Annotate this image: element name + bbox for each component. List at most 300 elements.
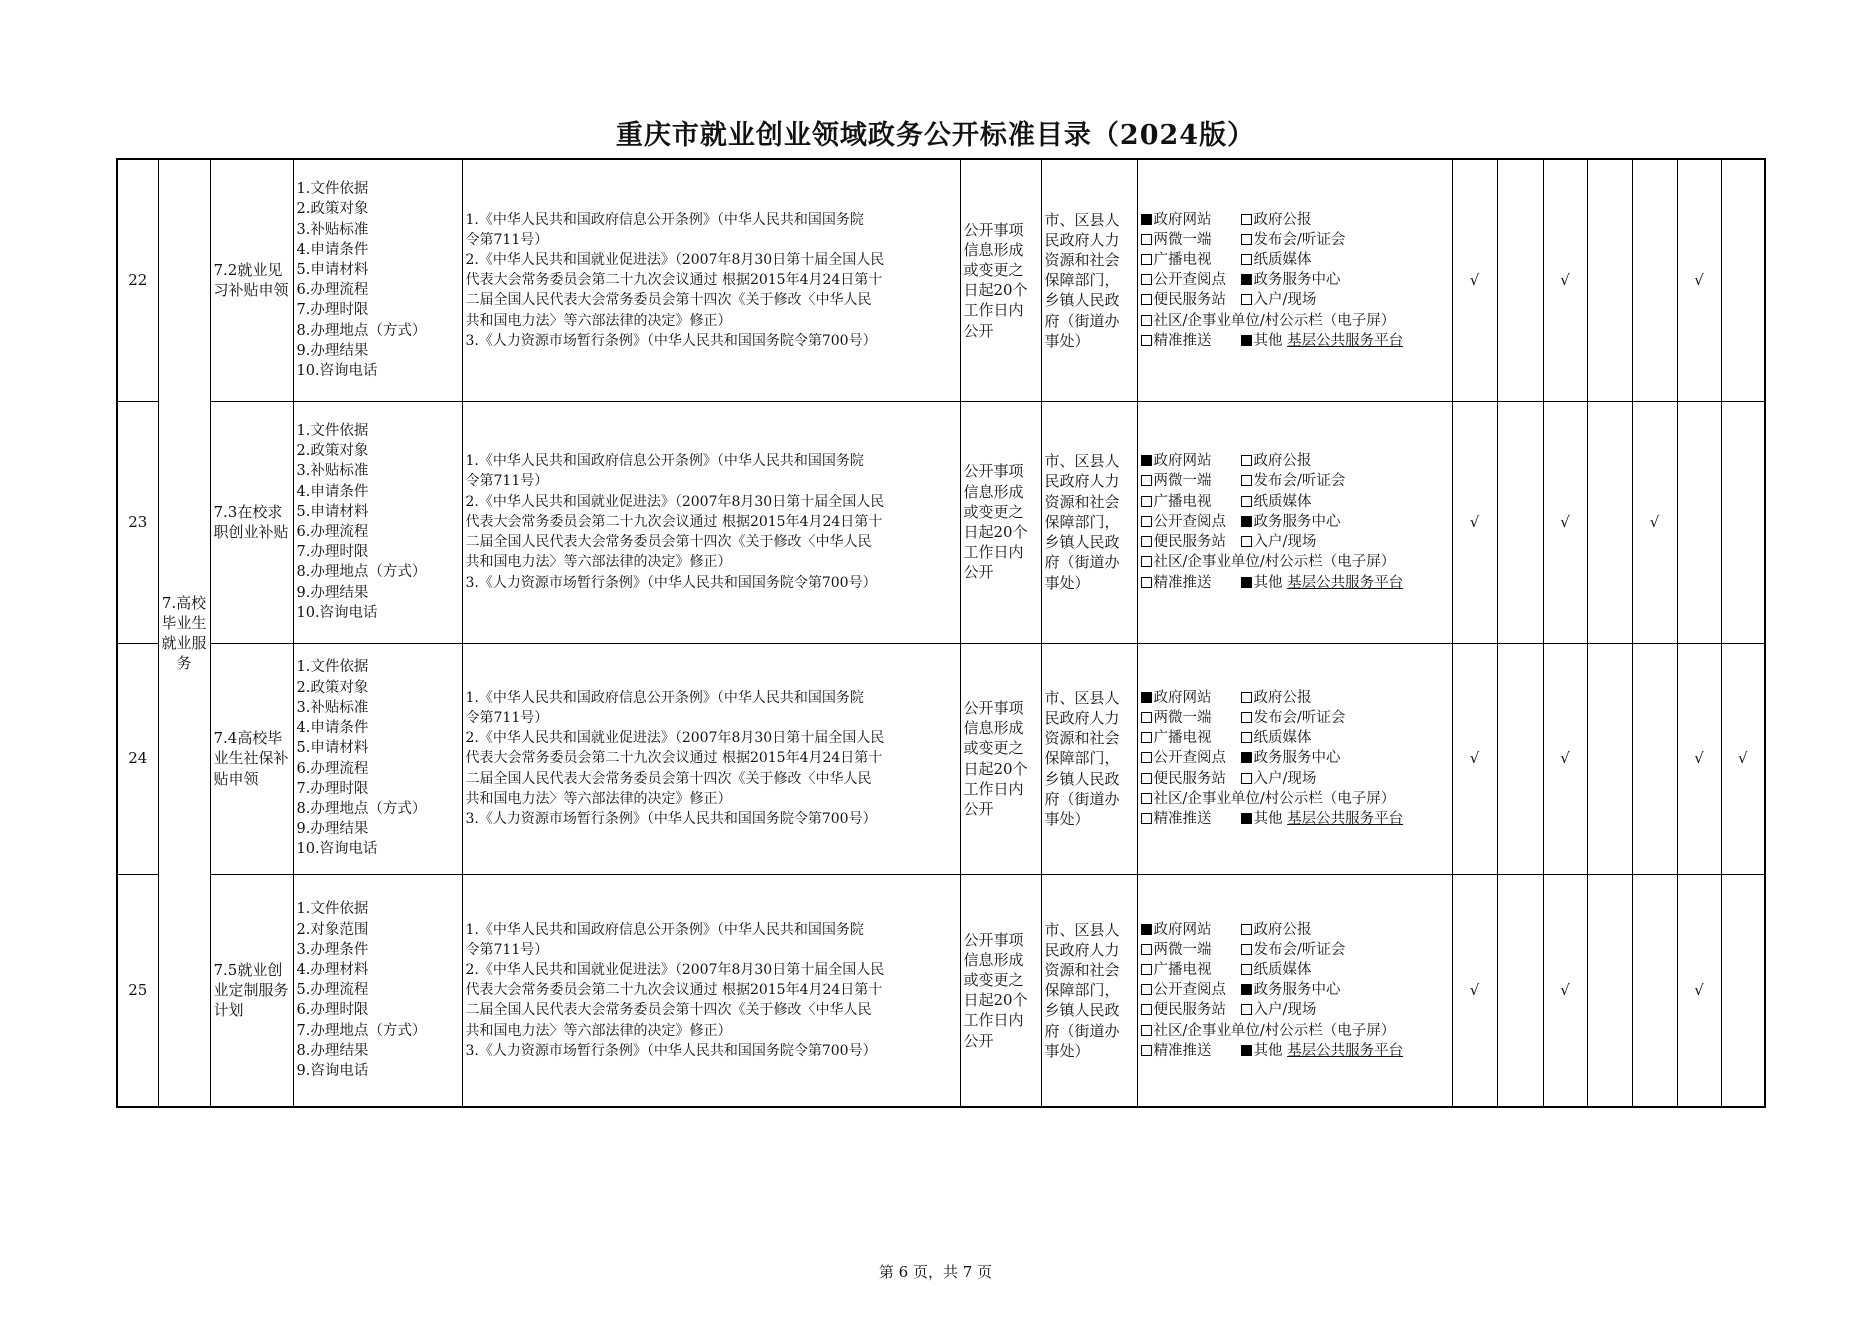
content-list: [293, 874, 462, 1107]
check-mark-cell: √: [1543, 643, 1587, 874]
channel-label: 入户/现场: [1253, 1002, 1317, 1019]
disclosure-channels: [1137, 874, 1452, 1107]
channel-option: [1141, 451, 1241, 471]
channel-line: [1141, 748, 1449, 768]
check-mark-cell: √: [1677, 874, 1721, 1107]
disclosure-time: 公开事项信息形成或变更之日起20个工作日内公开: [960, 401, 1041, 643]
channel-label: 纸质媒体: [1253, 961, 1312, 978]
content-item: 3.补贴标准: [296, 699, 369, 716]
disclosure-time: 公开事项信息形成或变更之日起20个工作日内公开: [960, 874, 1041, 1107]
checked-box-icon: [1141, 692, 1152, 703]
check-mark-cell: [1587, 643, 1632, 874]
checkbox-icon: [1141, 556, 1152, 567]
row-number: 25: [117, 874, 158, 1107]
checkbox-icon: [1141, 536, 1152, 547]
basis-line: 代表大会常务委员会第二十九次会议通过 根据2015年4月24日第十: [465, 982, 883, 999]
content-item: 7.办理时限: [296, 544, 369, 561]
check-mark-cell: [1632, 874, 1677, 1107]
channel-option: [1241, 250, 1312, 270]
basis-line: 2.《中华人民共和国就业促进法》（2007年8月30日第十届全国人民: [465, 730, 885, 747]
content-item: 3.补贴标准: [296, 221, 369, 238]
check-mark-cell: √: [1677, 643, 1721, 874]
basis-line: 令第711号）: [465, 941, 549, 958]
channel-option: [1241, 290, 1317, 310]
channel-line: [1141, 708, 1449, 728]
content-item: 2.政策对象: [296, 679, 369, 696]
channel-option: [1141, 688, 1241, 708]
content-item: 8.办理地点（方式）: [296, 564, 427, 581]
checkbox-icon: [1141, 813, 1152, 824]
content-item: 8.办理结果: [296, 1042, 369, 1059]
channel-option: [1141, 789, 1396, 809]
basis-line: 代表大会常务委员会第二十九次会议通过 根据2015年4月24日第十: [465, 272, 883, 289]
channel-label: 政府公报: [1253, 921, 1312, 938]
content-item: 9.咨询电话: [296, 1062, 369, 1079]
checkbox-icon: [1241, 234, 1252, 245]
checkbox-icon: [1141, 1025, 1152, 1036]
channel-option: [1141, 311, 1396, 331]
channel-option: [1141, 573, 1241, 593]
channel-label: 发布会/听证会: [1253, 473, 1346, 490]
content-item: 4.申请条件: [296, 483, 369, 500]
channel-option: [1141, 331, 1241, 351]
checkbox-icon: [1141, 254, 1152, 265]
table-row: [117, 159, 1765, 401]
content-item: 7.办理时限: [296, 780, 369, 797]
content-item: 2.对象范围: [296, 921, 369, 938]
checkbox-icon: [1141, 1045, 1152, 1056]
channel-line: [1141, 532, 1449, 552]
checked-box-icon: [1241, 516, 1252, 527]
content-item: 5.办理流程: [296, 982, 369, 999]
channel-label: 纸质媒体: [1253, 251, 1312, 268]
check-mark-cell: √: [1452, 643, 1497, 874]
channel-label: 两微一端: [1153, 231, 1212, 248]
channel-label: 政府公报: [1253, 689, 1312, 706]
channel-option: [1141, 290, 1241, 310]
channel-option: [1141, 1021, 1396, 1041]
checked-box-icon: [1241, 335, 1252, 346]
basis-line: 3.《人力资源市场暂行条例》（中华人民共和国国务院令第700号）: [465, 574, 877, 591]
checkbox-icon: [1241, 455, 1252, 466]
channel-label: 入户/现场: [1253, 292, 1317, 309]
checkbox-icon: [1141, 294, 1152, 305]
content-item: 2.政策对象: [296, 201, 369, 218]
content-item: 2.政策对象: [296, 443, 369, 460]
channel-option: [1141, 532, 1241, 552]
checkbox-icon: [1241, 944, 1252, 955]
channel-line: [1141, 451, 1449, 471]
channel-option: [1241, 573, 1404, 593]
basis-line: 共和国电力法〉等六部法律的决定》修正）: [465, 554, 732, 571]
channel-option: [1241, 471, 1346, 491]
checkbox-icon: [1241, 1004, 1252, 1015]
basis-line: 共和国电力法〉等六部法律的决定》修正）: [465, 790, 732, 807]
check-mark-cell: √: [1543, 874, 1587, 1107]
basis-line: 2.《中华人民共和国就业促进法》（2007年8月30日第十届全国人民: [465, 251, 885, 268]
channel-option: [1141, 250, 1241, 270]
checkbox-icon: [1241, 924, 1252, 935]
channel-option: [1141, 210, 1241, 230]
channel-line: [1141, 940, 1449, 960]
content-item: 3.补贴标准: [296, 463, 369, 480]
channel-other-text: 基层公共服务平台: [1287, 574, 1404, 591]
checkbox-icon: [1141, 712, 1152, 723]
channel-option: [1141, 230, 1241, 250]
channel-option: [1241, 512, 1341, 532]
checkbox-icon: [1141, 944, 1152, 955]
channel-option: [1241, 492, 1312, 512]
checked-box-icon: [1141, 455, 1152, 466]
channel-label: 精准推送: [1153, 811, 1212, 827]
checkbox-icon: [1241, 536, 1252, 547]
checkbox-icon: [1241, 254, 1252, 265]
content-item: 8.办理地点（方式）: [296, 800, 427, 817]
content-item: 4.申请条件: [296, 720, 369, 737]
check-mark-cell: √: [1543, 401, 1587, 643]
channel-line: [1141, 728, 1449, 748]
basis-line: 1.《中华人民共和国政府信息公开条例》（中华人民共和国国务院: [465, 689, 864, 706]
content-item: 5.申请材料: [296, 740, 369, 757]
basis-line: 代表大会常务委员会第二十九次会议通过 根据2015年4月24日第十: [465, 513, 883, 530]
channel-option: [1141, 920, 1241, 940]
channel-line: [1141, 552, 1449, 572]
check-mark-cell: [1721, 401, 1765, 643]
channel-label: 公开查阅点: [1153, 272, 1226, 289]
channel-line: [1141, 331, 1449, 351]
channel-label: 发布会/听证会: [1253, 231, 1346, 248]
channel-label: 其他: [1253, 574, 1283, 591]
disclosure-subject: 市、区县人民政府人力资源和社会保障部门，乡镇人民政府（街道办事处）: [1041, 159, 1137, 401]
check-mark-cell: √: [1677, 159, 1721, 401]
channel-option: [1241, 210, 1312, 230]
checkbox-icon: [1241, 773, 1252, 784]
basis-line: 二届全国人民代表大会常务委员会第十四次《关于修改〈中华人民: [465, 770, 872, 787]
content-item: 9.办理结果: [296, 342, 369, 359]
checkbox-icon: [1141, 964, 1152, 975]
channel-line: [1141, 920, 1449, 940]
basis-line: 2.《中华人民共和国就业促进法》（2007年8月30日第十届全国人民: [465, 961, 885, 978]
basis-line: 令第711号）: [465, 473, 549, 490]
channel-option: [1241, 230, 1346, 250]
disclosure-channels: [1137, 643, 1452, 874]
check-mark-cell: √: [1632, 401, 1677, 643]
channel-option: [1141, 769, 1241, 789]
channel-line: [1141, 270, 1449, 290]
check-mark-cell: [1721, 159, 1765, 401]
item-name: 7.5就业创业定制服务计划: [210, 874, 293, 1107]
content-item: 5.申请材料: [296, 262, 369, 279]
channel-line: [1141, 789, 1449, 809]
checkbox-icon: [1141, 315, 1152, 326]
content-item: 9.办理结果: [296, 584, 369, 601]
channel-label: 政务服务中心: [1253, 272, 1341, 289]
channel-line: [1141, 769, 1449, 789]
item-name: 7.4高校毕业生社保补贴申领: [210, 643, 293, 874]
content-list: [293, 643, 462, 874]
table-row: [117, 643, 1765, 874]
basis-line: 3.《人力资源市场暂行条例》（中华人民共和国国务院令第700号）: [465, 811, 877, 827]
channel-other-text: 基层公共服务平台: [1287, 1042, 1404, 1059]
table-row: [117, 401, 1765, 643]
channel-label: 政府公报: [1253, 211, 1312, 228]
check-mark-cell: [1632, 159, 1677, 401]
channel-label: 其他: [1253, 1042, 1283, 1059]
channel-label: 便民服务站: [1153, 1002, 1226, 1019]
checkbox-icon: [1141, 496, 1152, 507]
page-title: 重庆市就业创业领域政务公开标准目录（2024版）: [615, 120, 1256, 151]
channel-option: [1241, 769, 1317, 789]
checkbox-icon: [1241, 475, 1252, 486]
channel-option: [1241, 940, 1346, 960]
content-item: 1.文件依据: [296, 422, 369, 439]
content-item: 6.办理流程: [296, 524, 369, 540]
channel-label: 政务服务中心: [1253, 750, 1341, 767]
channel-option: [1141, 512, 1241, 532]
basis-line: 3.《人力资源市场暂行条例》（中华人民共和国国务院令第700号）: [465, 1042, 877, 1059]
checkbox-icon: [1241, 214, 1252, 225]
content-item: 10.咨询电话: [296, 363, 378, 380]
check-mark-cell: [1632, 643, 1677, 874]
channel-label: 便民服务站: [1153, 534, 1226, 551]
channel-option: [1141, 552, 1396, 572]
channel-label: 精准推送: [1153, 332, 1212, 349]
check-mark-cell: [1497, 874, 1543, 1107]
channel-option: [1241, 748, 1341, 768]
basis-line: 2.《中华人民共和国就业促进法》（2007年8月30日第十届全国人民: [465, 493, 885, 510]
channel-option: [1141, 748, 1241, 768]
channel-option: [1141, 471, 1241, 491]
content-list: [293, 401, 462, 643]
checkbox-icon: [1141, 274, 1152, 285]
basis-line: 令第711号）: [465, 231, 549, 248]
disclosure-subject: 市、区县人民政府人力资源和社会保障部门，乡镇人民政府（街道办事处）: [1041, 401, 1137, 643]
channel-label: 社区/企事业单位/村公示栏（电子屏）: [1153, 1022, 1396, 1039]
channel-option: [1241, 451, 1312, 471]
checkbox-icon: [1141, 234, 1152, 245]
checkbox-icon: [1141, 984, 1152, 995]
catalog-table: [116, 158, 1766, 1108]
content-item: 1.文件依据: [296, 659, 369, 676]
channel-option: [1141, 1041, 1241, 1061]
disclosure-time: 公开事项信息形成或变更之日起20个工作日内公开: [960, 159, 1041, 401]
channel-label: 社区/企事业单位/村公示栏（电子屏）: [1153, 554, 1396, 571]
channel-option: [1141, 492, 1241, 512]
basis-line: 1.《中华人民共和国政府信息公开条例》（中华人民共和国国务院: [465, 453, 864, 470]
content-item: 7.办理地点（方式）: [296, 1022, 427, 1039]
checked-box-icon: [1141, 214, 1152, 225]
checked-box-icon: [1241, 1045, 1252, 1056]
channel-label: 精准推送: [1153, 574, 1212, 591]
check-mark-cell: √: [1721, 643, 1765, 874]
check-mark-cell: [1497, 159, 1543, 401]
channel-label: 两微一端: [1153, 709, 1212, 726]
channel-option: [1241, 980, 1341, 1000]
check-mark-cell: [1587, 874, 1632, 1107]
channel-label: 纸质媒体: [1253, 493, 1312, 510]
checked-box-icon: [1141, 924, 1152, 935]
channel-option: [1241, 1000, 1317, 1020]
channel-line: [1141, 230, 1449, 250]
checkbox-icon: [1141, 516, 1152, 527]
channel-label: 广播电视: [1153, 730, 1212, 747]
content-list: [293, 159, 462, 401]
check-mark-cell: [1587, 401, 1632, 643]
channel-label: 便民服务站: [1153, 292, 1226, 309]
disclosure-subject: 市、区县人民政府人力资源和社会保障部门，乡镇人民政府（街道办事处）: [1041, 874, 1137, 1107]
disclosure-subject: 市、区县人民政府人力资源和社会保障部门，乡镇人民政府（街道办事处）: [1041, 643, 1137, 874]
check-mark-cell: [1721, 874, 1765, 1107]
basis-line: 二届全国人民代表大会常务委员会第十四次《关于修改〈中华人民: [465, 534, 872, 551]
channel-label: 政务服务中心: [1253, 513, 1341, 530]
channel-label: 政府网站: [1153, 689, 1212, 706]
channel-option: [1141, 708, 1241, 728]
channel-line: [1141, 1041, 1449, 1061]
content-item: 5.申请材料: [296, 503, 369, 520]
checkbox-icon: [1141, 732, 1152, 743]
content-item: 10.咨询电话: [296, 841, 378, 858]
channel-option: [1141, 960, 1241, 980]
channel-option: [1241, 920, 1312, 940]
check-mark-cell: √: [1452, 159, 1497, 401]
channel-other-text: 基层公共服务平台: [1287, 332, 1404, 349]
channel-other-text: 基层公共服务平台: [1287, 811, 1404, 827]
channel-label: 两微一端: [1153, 473, 1212, 490]
channel-label: 发布会/听证会: [1253, 941, 1346, 958]
disclosure-channels: [1137, 159, 1452, 401]
check-mark-cell: √: [1452, 401, 1497, 643]
checkbox-icon: [1241, 732, 1252, 743]
row-number: 24: [117, 643, 158, 874]
page-footer: 第 6 页，共 7 页: [878, 1263, 993, 1281]
content-item: 9.办理结果: [296, 821, 369, 838]
check-mark-cell: √: [1452, 874, 1497, 1107]
content-item: 6.办理时限: [296, 1002, 369, 1019]
basis-line: 3.《人力资源市场暂行条例》（中华人民共和国国务院令第700号）: [465, 332, 877, 349]
content-item: 4.办理材料: [296, 961, 369, 978]
checkbox-icon: [1241, 712, 1252, 723]
checkbox-icon: [1241, 294, 1252, 305]
channel-option: [1241, 688, 1312, 708]
checkbox-icon: [1141, 773, 1152, 784]
channel-option: [1241, 708, 1346, 728]
checkbox-icon: [1241, 964, 1252, 975]
checked-box-icon: [1241, 752, 1252, 763]
basis-line: 二届全国人民代表大会常务委员会第十四次《关于修改〈中华人民: [465, 1002, 872, 1019]
channel-label: 公开查阅点: [1153, 982, 1226, 999]
row-number: 23: [117, 401, 158, 643]
table-row: [117, 874, 1765, 1107]
channel-label: 政府网站: [1153, 453, 1212, 470]
checkbox-icon: [1141, 1004, 1152, 1015]
channel-line: [1141, 311, 1449, 331]
basis-line: 1.《中华人民共和国政府信息公开条例》（中华人民共和国国务院: [465, 211, 864, 228]
channel-line: [1141, 980, 1449, 1000]
channel-option: [1141, 728, 1241, 748]
item-name: 7.3在校求职创业补贴: [210, 401, 293, 643]
checkbox-icon: [1141, 793, 1152, 804]
channel-line: [1141, 573, 1449, 593]
channel-label: 政府公报: [1253, 453, 1312, 470]
checkbox-icon: [1141, 752, 1152, 763]
channel-label: 公开查阅点: [1153, 750, 1226, 767]
checkbox-icon: [1241, 496, 1252, 507]
channel-label: 两微一端: [1153, 941, 1212, 958]
checked-box-icon: [1241, 813, 1252, 824]
channel-option: [1241, 960, 1312, 980]
channel-label: 政务服务中心: [1253, 982, 1341, 999]
basis-line: 1.《中华人民共和国政府信息公开条例》（中华人民共和国国务院: [465, 921, 864, 938]
content-item: 8.办理地点（方式）: [296, 322, 427, 339]
channel-line: [1141, 290, 1449, 310]
row-number: 22: [117, 159, 158, 401]
channel-label: 社区/企事业单位/村公示栏（电子屏）: [1153, 790, 1396, 807]
basis-line: 二届全国人民代表大会常务委员会第十四次《关于修改〈中华人民: [465, 292, 872, 309]
category-cell: 7.高校毕业生就业服务: [158, 159, 210, 1107]
channel-label: 其他: [1253, 332, 1283, 349]
disclosure-time: 公开事项信息形成或变更之日起20个工作日内公开: [960, 643, 1041, 874]
content-item: 1.文件依据: [296, 901, 369, 918]
check-mark-cell: √: [1543, 159, 1587, 401]
channel-label: 入户/现场: [1253, 534, 1317, 551]
channel-line: [1141, 809, 1449, 829]
channel-label: 便民服务站: [1153, 770, 1226, 787]
channel-line: [1141, 471, 1449, 491]
basis-line: 代表大会常务委员会第二十九次会议通过 根据2015年4月24日第十: [465, 750, 883, 767]
check-mark-cell: [1497, 401, 1543, 643]
content-item: 1.文件依据: [296, 181, 369, 198]
channel-label: 其他: [1253, 811, 1283, 827]
basis-line: 令第711号）: [465, 709, 549, 726]
channel-label: 纸质媒体: [1253, 730, 1312, 747]
disclosure-channels: [1137, 401, 1452, 643]
basis-line: 共和国电力法〉等六部法律的决定》修正）: [465, 1022, 732, 1039]
channel-option: [1141, 809, 1241, 829]
channel-line: [1141, 210, 1449, 230]
channel-line: [1141, 1021, 1449, 1041]
channel-option: [1241, 331, 1404, 351]
channel-option: [1141, 270, 1241, 290]
channel-option: [1241, 728, 1312, 748]
channel-line: [1141, 688, 1449, 708]
channel-line: [1141, 1000, 1449, 1020]
content-item: 7.办理时限: [296, 302, 369, 319]
checked-box-icon: [1241, 984, 1252, 995]
legal-basis: [462, 401, 960, 643]
legal-basis: [462, 643, 960, 874]
check-mark-cell: [1677, 401, 1721, 643]
channel-line: [1141, 492, 1449, 512]
channel-label: 精准推送: [1153, 1042, 1212, 1059]
legal-basis: [462, 874, 960, 1107]
channel-option: [1141, 1000, 1241, 1020]
channel-option: [1241, 809, 1404, 829]
channel-label: 广播电视: [1153, 493, 1212, 510]
channel-option: [1241, 1041, 1404, 1061]
channel-option: [1141, 940, 1241, 960]
channel-line: [1141, 250, 1449, 270]
channel-option: [1241, 532, 1317, 552]
content-item: 10.咨询电话: [296, 604, 378, 621]
checkbox-icon: [1141, 335, 1152, 346]
channel-label: 广播电视: [1153, 251, 1212, 268]
item-name: 7.2就业见习补贴申领: [210, 159, 293, 401]
content-item: 3.办理条件: [296, 941, 369, 958]
channel-label: 政府网站: [1153, 211, 1212, 228]
channel-option: [1241, 270, 1341, 290]
checked-box-icon: [1241, 274, 1252, 285]
channel-label: 公开查阅点: [1153, 513, 1226, 530]
